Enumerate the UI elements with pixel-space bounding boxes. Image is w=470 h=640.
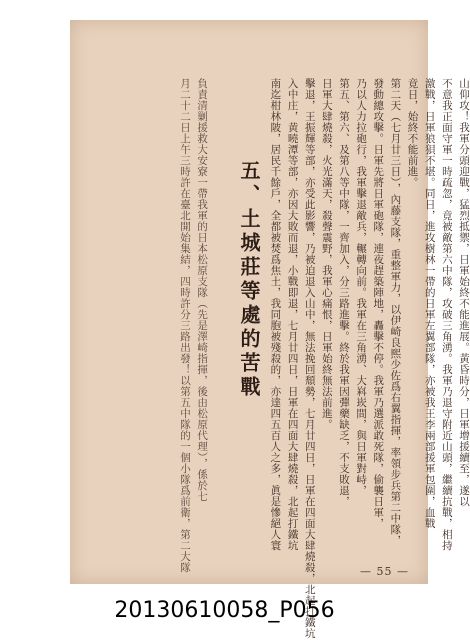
text-column: 擊退，王振輝等部，亦受此影響，乃被迫退入山中，無法挽回頹勢，七月廿四日，日軍在四面大肆燒殺，北起打鐵坑 (303, 78, 316, 639)
text-column: 日軍大肆燒殺，火光滿天，殺聲震野，我軍心痛恨，日軍始終無法前進。 (320, 78, 333, 430)
text-column: 激戰，日軍狼狽不堪。同日，進攻樹林一帶的日軍左翼部隊，亦被我王李兩部援軍包圍，血戰 (423, 78, 436, 529)
section-heading: 五、土城莊等處的苦戰 (237, 160, 261, 400)
text-column: 不意我正面守軍一時疏忽，竟被敵第六中隊，攻破三角湧。我軍乃退守附近山頭，繼續抗戰，相持 (440, 78, 453, 551)
text-column: 發動總攻擊。日軍先將日軍砲隊，連夜趕築陣地，轟擊不停。我軍乃選派敢死隊，偷襲日軍， (372, 78, 385, 529)
text-column: 第二天（七月廿三日），內藤支隊，重整軍力，以伊崎良熙少佐爲右翼指揮，率領步兵第二中隊， (389, 78, 402, 546)
page-number: — 55 — (360, 565, 409, 578)
text-column: 竟日，始終不能前進。 (406, 78, 419, 188)
text-column: 負責清剿援救大安寮一帶我軍的日本松原支隊（先是澤崎指揮，後由松原代理），係於七 (196, 78, 209, 502)
text-column: 月二十二日上午三時許在臺北開始集結，四時許分三路出發！以第五中隊的一個小隊爲前衛，第二大隊 (179, 78, 191, 573)
image-caption: 20130610058_P056 (114, 598, 335, 623)
text-column: 乃以人力拉砲行，我軍擊退敵兵，輾轉向前。我軍在三角湧、大嵙崁間，與日軍對峙， (355, 78, 368, 496)
text-column: 入中庄，黄曉潭等部，亦因大敗而退，小戰即退，七月廿四日，日軍在四面大肆燒殺，北起打鐵坑 (286, 78, 299, 551)
text-column: 南迄柑林陂，居民千餘戶，全都被焚爲焦土，我同胞被殘殺的，亦達四五百人之多，眞是慘絕人寰 (269, 78, 282, 551)
text-column: 第五、第六、及第八等中隊，一齊加入，分三路進擊。終於我軍因彈藥缺乏，不支敗退， (337, 78, 350, 507)
text-column: 山仰攻！我軍分頭迎戰，猛烈抵禦，日軍始終不能進展。黃昏時分，日軍增援續至，遂以 (457, 78, 470, 507)
